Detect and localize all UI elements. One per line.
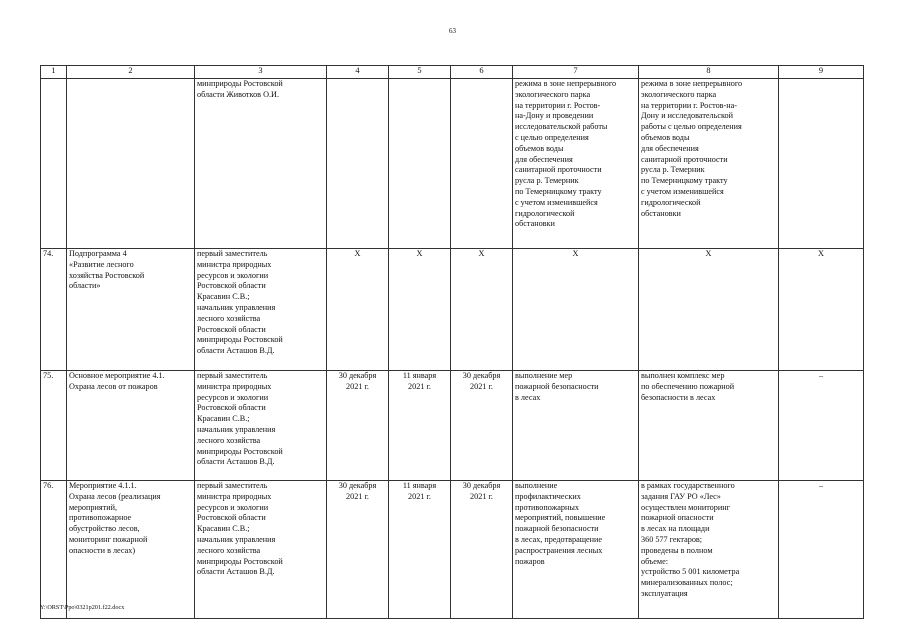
failure-reasons: – — [779, 371, 864, 481]
actual-start-date: X — [389, 249, 451, 371]
row-number: 75. — [41, 371, 67, 481]
table-row — [41, 249, 864, 371]
actual-start-date: 11 января 2021 г. — [389, 371, 451, 481]
column-header-6: 6 — [451, 66, 513, 79]
responsible-person: минприроды Ростовской области Животков О.И. — [195, 79, 327, 249]
actual-result: режима в зоне непрерывного экологического парка на территории г. Ростов-на- Дону и исследовательской работы с целью определения объемов воды для обеспечения санитарной проточности русла р. Темерник по Темерницкому тракту с учетом изменившейся гидрологической обстановки — [639, 79, 779, 249]
actual-result: X — [639, 249, 779, 371]
planned-end-date: 30 декабря 2021 г. — [327, 481, 389, 619]
planned-result: выполнение профилактических противопожарных мероприятий, повышение пожарной безопасности в лесах, предотвращение распространения лесных пожаров — [513, 481, 639, 619]
planned-end-date: X — [327, 249, 389, 371]
column-header-9: 9 — [779, 66, 864, 79]
actual-end-date — [451, 79, 513, 249]
event-name — [67, 79, 195, 249]
row-number: 76. — [41, 481, 67, 619]
planned-end-date: 30 декабря 2021 г. — [327, 371, 389, 481]
failure-reasons: X — [779, 249, 864, 371]
column-header-1: 1 — [41, 66, 67, 79]
table-row — [41, 371, 864, 481]
actual-start-date: 11 января 2021 г. — [389, 481, 451, 619]
column-header-5: 5 — [389, 66, 451, 79]
planned-result: X — [513, 249, 639, 371]
actual-end-date: 30 декабря 2021 г. — [451, 371, 513, 481]
column-header-2: 2 — [67, 66, 195, 79]
actual-result: выполнен комплекс мер по обеспечению пожарной безопасности в лесах — [639, 371, 779, 481]
row-number — [41, 79, 67, 249]
continuation-row — [41, 79, 864, 249]
responsible-person: первый заместитель министра природных ресурсов и экологии Ростовской области Красавин С.В.; начальник управления лесного хозяйства минприроды Ростовской области Асташов В.Д. — [195, 371, 327, 481]
planned-result: режима в зоне непрерывного экологического парка на территории г. Ростов- на-Дону и проведении исследовательской работы с целью определения объемов воды для обеспечения санитарной проточности русла р. Темерник по Темерницкому тракту с учетом изменившейся гидрологической обстановки — [513, 79, 639, 249]
actual-end-date: X — [451, 249, 513, 371]
failure-reasons — [779, 79, 864, 249]
report-table — [40, 65, 864, 619]
file-path-footer: Y:\ORST\Ppo\0321p201.f22.docx — [40, 604, 125, 611]
responsible-person: первый заместитель министра природных ресурсов и экологии Ростовской области Красавин С.В.; начальник управления лесного хозяйства минприроды Ростовской области Асташов В.Д. — [195, 481, 327, 619]
event-name: Подпрограмма 4 «Развитие лесного хозяйства Ростовской области» — [67, 249, 195, 371]
actual-result: в рамках государственного задания ГАУ РО «Лес» осуществлен мониторинг пожарной опасности в лесах на площади 360 577 гектаров; проведены в полном объеме: устройство 5 001 километра минерализованных полос; эксплуатация — [639, 481, 779, 619]
column-header-4: 4 — [327, 66, 389, 79]
failure-reasons: – — [779, 481, 864, 619]
row-number: 74. — [41, 249, 67, 371]
actual-start-date — [389, 79, 451, 249]
event-name: Основное мероприятие 4.1. Охрана лесов от пожаров — [67, 371, 195, 481]
responsible-person: первый заместитель министра природных ресурсов и экологии Ростовской области Красавин С.В.; начальник управления лесного хозяйства Ростовской области минприроды Ростовской области Асташов В.Д. — [195, 249, 327, 371]
planned-end-date — [327, 79, 389, 249]
page-number: 63 — [449, 27, 456, 35]
header-row — [41, 66, 864, 79]
column-header-8: 8 — [639, 66, 779, 79]
column-header-3: 3 — [195, 66, 327, 79]
column-header-7: 7 — [513, 66, 639, 79]
table-row — [41, 481, 864, 619]
planned-result: выполнение мер пожарной безопасности в лесах — [513, 371, 639, 481]
event-name: Мероприятие 4.1.1. Охрана лесов (реализация мероприятий, противопожарное обустройство лесов, мониторинг пожарной опасности в лесах) — [67, 481, 195, 619]
actual-end-date: 30 декабря 2021 г. — [451, 481, 513, 619]
